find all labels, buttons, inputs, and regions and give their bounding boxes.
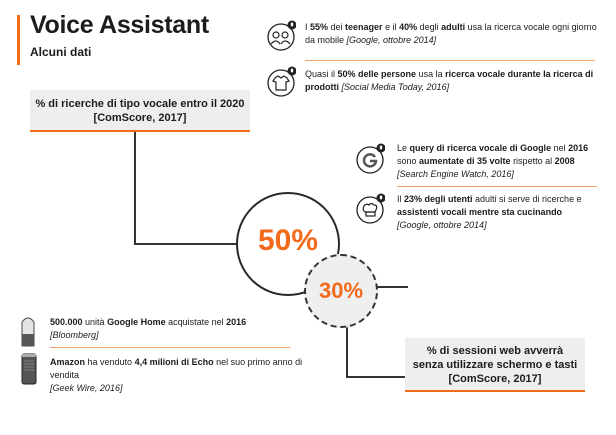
- separator-line: [50, 347, 290, 348]
- page-subtitle: Alcuni dati: [30, 45, 92, 59]
- stat-box-line: % di sessioni web avverrà: [426, 345, 564, 357]
- page-title: Voice Assistant: [30, 11, 209, 39]
- google-home-icon: [18, 314, 38, 348]
- stat-box-line: % di ricerche di tipo vocale entro il 2020: [35, 98, 245, 110]
- fact-teenager: I 55% dei teenager e il 40% degli adulti usa la ricerca vocale ogni giorno da mobile [Google, ottobre 2014]: [305, 22, 597, 45]
- connector-left-horizontal: [134, 243, 242, 245]
- circle-30-percent: [304, 254, 378, 328]
- stat-box-source: [ComScore, 2017]: [93, 112, 187, 124]
- google-mic-icon: [355, 143, 385, 173]
- stat-box-vocal-search: [30, 90, 250, 132]
- amazon-echo-icon: [20, 352, 38, 386]
- stat-box-line: senza utilizzare schermo e tasti: [412, 359, 578, 371]
- separator-line: [397, 186, 597, 187]
- title-accent-bar: [17, 15, 20, 65]
- fact-google-home: 500.000 unità Google Home acquistate nel 2016 [Bloomberg]: [50, 317, 247, 340]
- connector-right-vertical: [346, 320, 348, 378]
- connector-right-horizontal: [376, 286, 408, 288]
- stat-box-web-sessions: [405, 338, 585, 392]
- percent-value: 50%: [257, 224, 319, 257]
- fact-products: Quasi il 50% delle persone usa la ricerca vocale durante la ricerca di prodotti [Social Media Today, 2016]: [305, 69, 594, 92]
- fact-amazon-echo: Amazon ha venduto 4,4 milioni di Echo nel suo primo anno di vendita [Geek Wire, 2016]: [50, 357, 303, 393]
- fact-cooking: Il 23% degli utenti adulti si serve di ricerche e assistenti vocali mentre sta cucinando [Google, ottobre 2014]: [397, 194, 582, 230]
- chef-mic-icon: [355, 193, 385, 223]
- fact-google-queries: Le query di ricerca vocale di Google nel 2016 sono aumentate di 35 volte rispetto al 2008 [Search Engine Watch, 2016]: [397, 143, 589, 179]
- stat-box-source: [ComScore, 2017]: [448, 373, 542, 385]
- connector-left-vertical: [134, 130, 136, 245]
- shirt-mic-icon: [266, 66, 296, 96]
- connector-right-bottom: [346, 376, 406, 378]
- separator-line: [305, 60, 595, 61]
- people-mic-icon: [266, 20, 296, 50]
- percent-value: 30%: [318, 278, 364, 303]
